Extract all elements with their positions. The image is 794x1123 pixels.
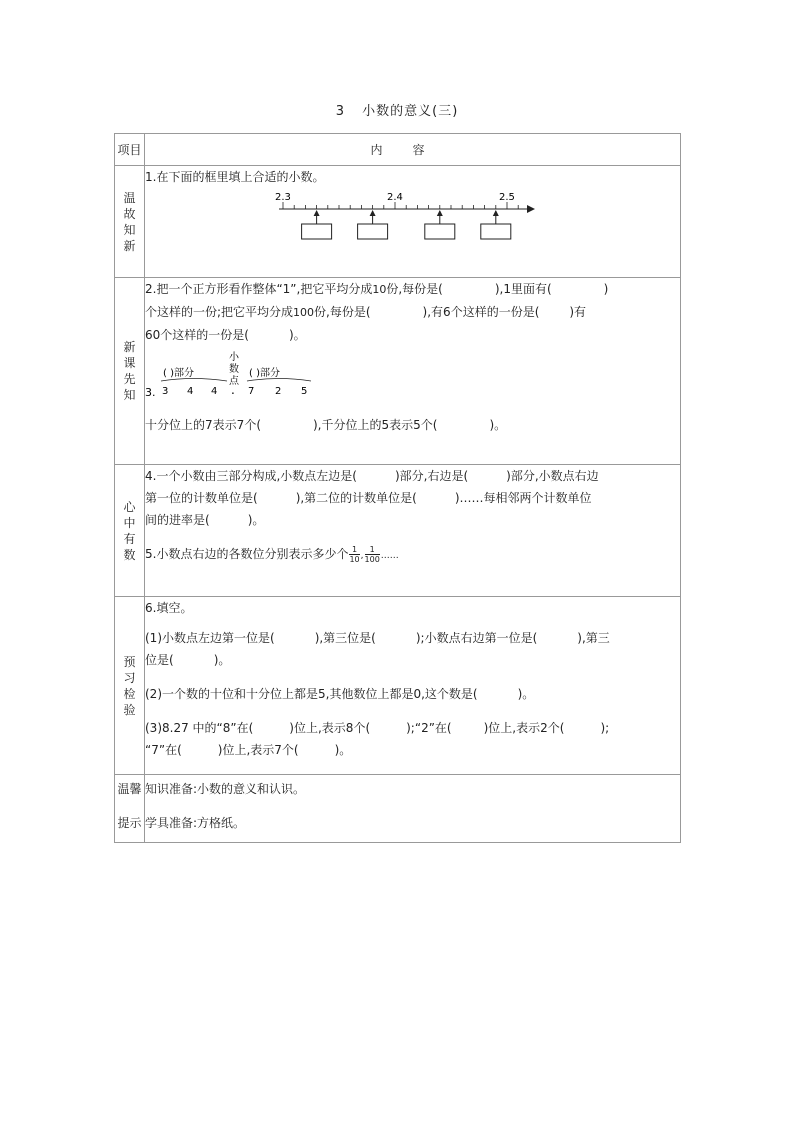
q4-line-2: 第一位的计数单位是( ),第二位的计数单位是( )……每相邻两个计数单位 bbox=[145, 491, 592, 505]
arrow-head-icon bbox=[493, 210, 499, 216]
section-understanding-content bbox=[145, 465, 681, 597]
section-label-tips: 温馨 提示 bbox=[115, 775, 145, 843]
section-preview-check bbox=[115, 597, 681, 775]
section-label-preview-check: 预习检验 bbox=[115, 597, 145, 775]
decimal-point-dot: . bbox=[231, 383, 235, 397]
q3-diagram bbox=[145, 350, 345, 404]
answer-box-4[interactable] bbox=[481, 224, 511, 239]
digit-3: 3 bbox=[162, 386, 169, 397]
q6-part3-line1: (3)8.27 中的“8”在( )位上,表示8个( );“2”在( )位上,表示2个( ); bbox=[145, 721, 610, 735]
digit-4a: 4 bbox=[187, 386, 194, 397]
title-number: 3 bbox=[335, 104, 345, 119]
arrow-head-icon bbox=[437, 210, 443, 216]
header-col-content: 内容 bbox=[145, 134, 681, 166]
title-text: 小数的意义(三) bbox=[362, 104, 459, 119]
q1-text: 1.在下面的框里填上合适的小数。 bbox=[145, 170, 325, 184]
worksheet-table bbox=[114, 133, 681, 843]
tip-materials: 学具准备:方格纸。 bbox=[145, 816, 246, 830]
section-review-content bbox=[145, 166, 681, 278]
page-title bbox=[0, 100, 794, 119]
header-row bbox=[115, 134, 681, 166]
q6-part1-line2: 位是( )。 bbox=[145, 653, 231, 667]
section-preview-check-content bbox=[145, 597, 681, 775]
section-new-lesson bbox=[115, 278, 681, 465]
decimal-point-label-3: 点 bbox=[229, 376, 239, 387]
decimal-point-label-2: 数 bbox=[229, 364, 239, 375]
q2-line-3: 60个这样的一份是( )。 bbox=[145, 328, 306, 342]
q4-line-1: 4.一个小数由三部分构成,小数点左边是( )部分,右边是( )部分,小数点右边 bbox=[145, 469, 599, 483]
number-line-arrow-icon bbox=[527, 205, 535, 213]
section-understanding bbox=[115, 465, 681, 597]
arrow-head-icon bbox=[314, 210, 320, 216]
digit-2: 2 bbox=[275, 386, 282, 397]
number-line bbox=[273, 188, 573, 250]
decimal-point-label-1: 小 bbox=[229, 352, 239, 363]
section-tips bbox=[115, 775, 681, 843]
digit-7: 7 bbox=[248, 386, 255, 397]
q6-part1-line1: (1)小数点左边第一位是( ),第三位是( );小数点右边第一位是( ),第三 bbox=[145, 631, 610, 645]
answer-box-1[interactable] bbox=[302, 224, 332, 239]
q6-title: 6.填空。 bbox=[145, 601, 193, 615]
answer-box-3[interactable] bbox=[425, 224, 455, 239]
tick-label-2-5: 2.5 bbox=[499, 192, 515, 203]
section-tips-content bbox=[145, 775, 681, 843]
tick-label-2-3: 2.3 bbox=[275, 192, 291, 203]
digit-5: 5 bbox=[301, 386, 308, 397]
arrow-head-icon bbox=[370, 210, 376, 216]
section-label-review: 温故知新 bbox=[115, 166, 145, 278]
tip-knowledge: 知识准备:小数的意义和认识。 bbox=[145, 782, 306, 796]
header-col-item: 项目 bbox=[115, 134, 145, 166]
digit-4b: 4 bbox=[211, 386, 218, 397]
q2-line-2: 个这样的一份;把它平均分成100份,每份是( ),有6个这样的一份是( )有 bbox=[145, 305, 587, 319]
answer-boxes bbox=[302, 210, 511, 239]
q6-part3-line2: “7”在( )位上,表示7个( )。 bbox=[145, 743, 352, 757]
fraction-hundredth: $\frac{1}{100}$ bbox=[364, 545, 380, 564]
section-label-understanding: 心中有数 bbox=[115, 465, 145, 597]
decimal-part-label: ( )部分 bbox=[249, 368, 280, 379]
section-review bbox=[115, 166, 681, 278]
answer-box-2[interactable] bbox=[358, 224, 388, 239]
q3-line: 十分位上的7表示7个( ),千分位上的5表示5个( )。 bbox=[145, 418, 507, 432]
tick-label-2-4: 2.4 bbox=[387, 192, 403, 203]
number-line-ticks bbox=[283, 202, 518, 209]
section-label-new-lesson: 新课先知 bbox=[115, 278, 145, 465]
fraction-tenth: $\frac{1}{10}$ bbox=[349, 545, 360, 564]
section-new-lesson-content bbox=[145, 278, 681, 465]
q5-line: 5.小数点右边的各数位分别表示多少个 $\frac{1}{10}$ , $\frac{1}{100}$ …… bbox=[145, 545, 399, 564]
q4-line-3: 间的进率是( )。 bbox=[145, 513, 265, 527]
q3-number: 3. bbox=[145, 386, 156, 399]
integer-part-label: ( )部分 bbox=[163, 368, 194, 379]
q6-part2-line: (2)一个数的十位和十分位上都是5,其他数位上都是0,这个数是( )。 bbox=[145, 687, 535, 701]
q2-line-1: 2.把一个正方形看作整体“1”,把它平均分成10份,每份是( ),1里面有( ) bbox=[145, 282, 609, 296]
